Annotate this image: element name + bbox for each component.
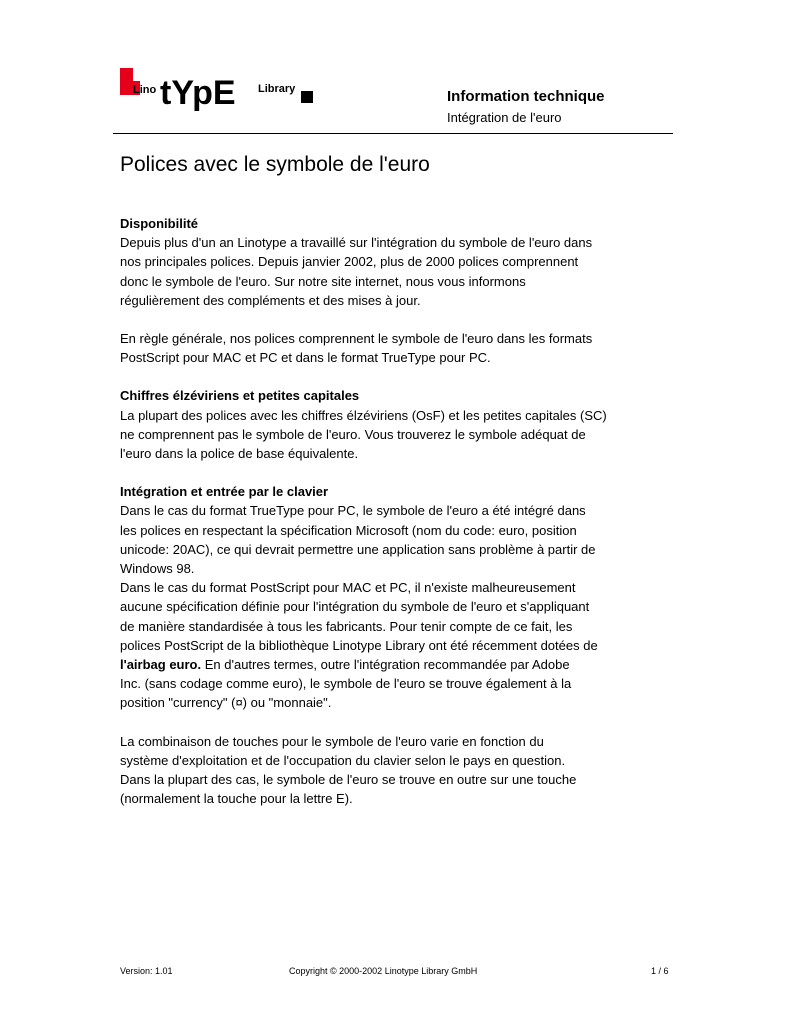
document-header (447, 88, 605, 126)
header-divider (113, 133, 673, 134)
paragraph-line: nos principales polices. Depuis janvier 2002, plus de 2000 polices comprennent (120, 254, 579, 270)
page-title: Polices avec le symbole de l'euro (120, 153, 430, 176)
linotype-library-logo (120, 68, 315, 116)
paragraph-line: système d'exploitation et de l'occupation du clavier selon le pays en question. (120, 752, 566, 768)
footer-version: Version: 1.01 (120, 966, 173, 976)
section-heading-integration: Intégration et entrée par le clavier (120, 484, 329, 500)
document-body (120, 214, 650, 808)
paragraph-line: Depuis plus d'un an Linotype a travaillé sur l'intégration du symbole de l'euro dans (120, 235, 593, 251)
logo-library-text: Library (258, 83, 296, 95)
footer-page-number: 1 / 6 (651, 966, 669, 976)
paragraph-line: l'euro dans la police de base équivalente. (120, 446, 359, 462)
paragraph-line: (normalement la touche pour la lettre E). (120, 791, 353, 807)
paragraph-line: Dans le cas du format PostScript pour MAC et PC, il n'existe malheureusement (120, 580, 576, 596)
logo-lino-text: Lino (133, 84, 157, 96)
section-heading-oldstyle-figures: Chiffres élzéviriens et petites capitales (120, 388, 360, 404)
paragraph-line: de manière standardisée à tous les fabricants. Pour tenir compte de ce fait, les (120, 618, 573, 634)
paragraph-line: Inc. (sans codage comme euro), le symbole de l'euro se trouve également à la (120, 676, 572, 692)
paragraph-line: Windows 98. (120, 561, 195, 577)
paragraph-line: polices PostScript de la bibliothèque Linotype Library ont été récemment dotées de (120, 637, 598, 653)
paragraph-line: La plupart des polices avec les chiffres élzéviriens (OsF) et les petites capitales (SC) (120, 407, 607, 423)
header-subtitle: Intégration de l'euro (447, 110, 562, 125)
paragraph-line: ne comprennent pas le symbole de l'euro. Vous trouverez le symbole adéquat de (120, 426, 586, 442)
paragraph-line: La combinaison de touches pour le symbole de l'euro varie en fonction du (120, 733, 544, 749)
paragraph-line: Dans la plupart des cas, le symbole de l'euro se trouve en outre sur une touche (120, 772, 577, 788)
header-title: Information technique (447, 88, 605, 105)
paragraph-line-rest: En d'autres termes, outre l'intégration recommandée par Adobe (201, 657, 570, 673)
paragraph-line: régulièrement des compléments et des mises à jour. (120, 292, 421, 308)
paragraph-line: Dans le cas du format TrueType pour PC, le symbole de l'euro a été intégré dans (120, 503, 586, 519)
paragraph-line: les polices en respectant la spécification Microsoft (nom du code: euro, position (120, 522, 577, 538)
paragraph-line: aucune spécification définie pour l'intégration du symbole de l'euro et s'appliquant (120, 599, 590, 615)
footer-copyright: Copyright © 2000-2002 Linotype Library GmbH (289, 966, 478, 976)
logo-type-text: tYpE (160, 74, 236, 112)
paragraph-line: En règle générale, nos polices comprennent le symbole de l'euro dans les formats (120, 331, 593, 347)
paragraph-line (120, 655, 650, 674)
paragraph-line: donc le symbole de l'euro. Sur notre site internet, nous vous informons (120, 273, 526, 289)
paragraph-line: position "currency" (¤) ou "monnaie". (120, 695, 332, 711)
paragraph-line: unicode: 20AC), ce qui devrait permettre une application sans problème à partir de (120, 541, 596, 557)
paragraph-line: PostScript pour MAC et PC et dans le format TrueType pour PC. (120, 350, 491, 366)
section-heading-availability: Disponibilité (120, 216, 198, 231)
airbag-euro-term: l'airbag euro. (120, 657, 202, 673)
